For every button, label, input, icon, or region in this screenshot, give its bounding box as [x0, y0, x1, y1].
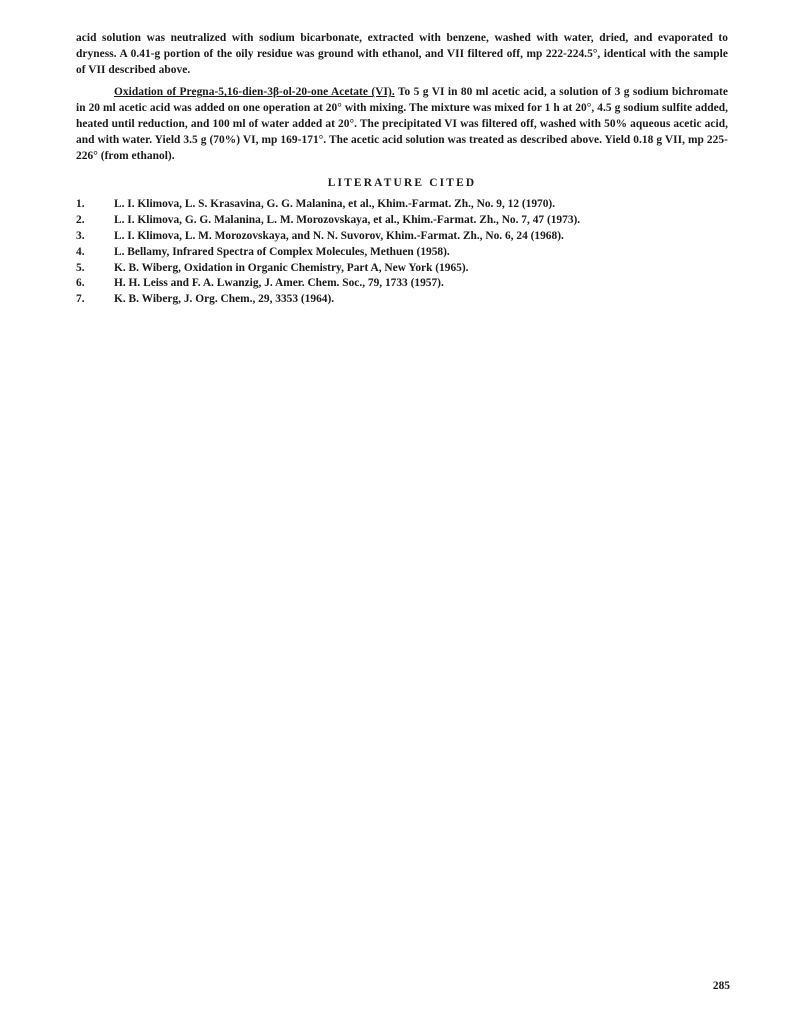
reference-number: 6. [76, 277, 85, 290]
reference-text: K. B. Wiberg, Oxidation in Organic Chemistry, Part A, New York (1965). [114, 261, 469, 274]
body-paragraph-2 [76, 85, 728, 164]
page-number: 285 [712, 980, 730, 992]
reference-list [76, 197, 728, 308]
reference-item [76, 213, 728, 229]
reference-item [76, 292, 728, 308]
reference-text: K. B. Wiberg, J. Org. Chem., 29, 3353 (1964). [114, 293, 335, 306]
reference-text: L. I. Klimova, L. M. Morozovskaya, and N. N. Suvorov, Khim.-Farmat. Zh., No. 6, 24 (1968). [114, 229, 564, 242]
reference-text: H. H. Leiss and F. A. Lwanzig, J. Amer. Chem. Soc., 79, 1733 (1957). [114, 277, 444, 290]
reference-number: 1. [76, 198, 85, 211]
section-title: Oxidation of Pregna-5,16-dien-3β-ol-20-one Acetate (VI). [114, 86, 395, 99]
reference-number: 2. [76, 214, 85, 227]
reference-number: 7. [76, 293, 85, 306]
reference-item [76, 197, 728, 213]
reference-item [76, 229, 728, 245]
paragraph-2-text: To 5 g VI in 80 ml acetic acid, a solution of 3 g sodium bichromate in 20 ml acetic acid was added on one operation at 20° with mixing. The mixture was mixed for 1 h at 20°, 4.5 g sodium sulfite added, heated until reduction, and 100 ml of water added at 20°. The precipitated VI was filtered off, washed with 50% aqueous acetic acid, and with water. Yield 3.5 g (70%) VI, mp 169-171°. The acetic acid solution was treated as described above. Yield 0.18 g VII, mp 225-226° (from ethanol). [76, 86, 729, 162]
reference-number: 5. [76, 261, 85, 274]
reference-item [76, 276, 728, 292]
literature-cited-heading: LITERATURE CITED [327, 177, 477, 190]
reference-text: L. Bellamy, Infrared Spectra of Complex Molecules, Methuen (1958). [114, 245, 450, 258]
reference-item [76, 261, 728, 277]
paper-page [76, 31, 728, 308]
reference-number: 4. [76, 245, 85, 258]
reference-item [76, 245, 728, 261]
body-paragraph-1: acid solution was neutralized with sodium bicarbonate, extracted with benzene, washed with water, dried, and evaporated to dryness. A 0.41-g portion of the oily residue was ground with ethanol, and VII filtered off, mp 222-224.5°, identical with the sample of VII described above. [76, 32, 728, 76]
reference-text: L. I. Klimova, G. G. Malanina, L. M. Morozovskaya, et al., Khim.-Farmat. Zh., No. 7, 47 (1973). [114, 214, 581, 227]
reference-text: L. I. Klimova, L. S. Krasavina, G. G. Malanina, et al., Khim.-Farmat. Zh., No. 9, 12 (1970). [114, 198, 556, 211]
reference-number: 3. [76, 229, 85, 242]
